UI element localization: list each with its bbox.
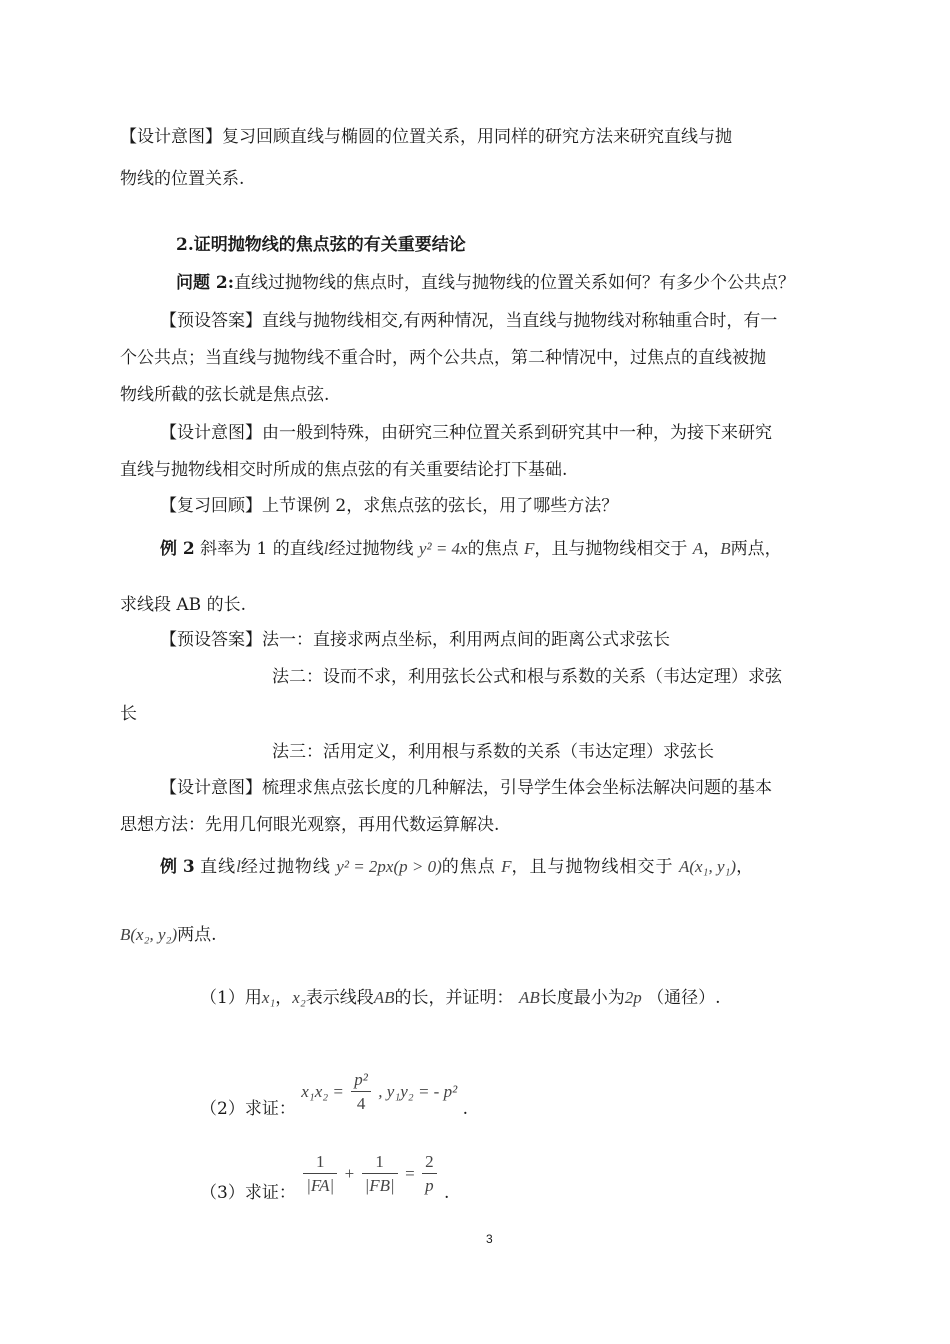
example-3-text-2: 经过抛物线 xyxy=(240,857,331,877)
example-2-text-3: 的焦点 xyxy=(467,539,519,559)
point-B-coordinates: B(x₂, y₂) xyxy=(120,925,178,944)
question-label: 问题 2: xyxy=(176,273,235,293)
question-2 xyxy=(176,271,795,295)
page-number: 3 xyxy=(486,1232,493,1246)
x2: x₂ xyxy=(292,988,306,1007)
example-2-comma: ， xyxy=(703,539,721,559)
design-intent-3-line-2: 思想方法：先用几何眼光观察，再用代数运算解决. xyxy=(120,815,500,835)
design-intent-3-line-1: 【设计意图】梳理求焦点弦长度的几种解法，引导学生体会坐标法解决问题的基本 xyxy=(160,778,772,798)
point-A-coordinates: A(x₁, y₁) xyxy=(678,857,737,876)
example-2-text-5: 两点， xyxy=(730,539,782,559)
example-3-line-2 xyxy=(120,923,217,947)
example-2-line-1 xyxy=(160,537,782,561)
sub-question-1-label: （1）用 xyxy=(200,988,262,1008)
product-x1x2: x₁x₂ = xyxy=(301,1082,344,1101)
sub-question-1-text-3: 长度最小为 xyxy=(539,988,625,1008)
fraction-p2-over-4 xyxy=(351,1069,371,1116)
sub-question-3-label: （3）求证： xyxy=(200,1183,296,1203)
focus-F: F xyxy=(524,539,535,558)
question-text: 直线过抛物线的焦点时，直线与抛物线的位置关系如何？有多少个公共点？ xyxy=(234,273,796,293)
example-2-line-2: 求线段 AB 的长. xyxy=(120,595,246,615)
plus-sign: + xyxy=(344,1164,355,1183)
sub-question-1-text-2: 的长，并证明： xyxy=(394,988,514,1008)
sub-question-1-text-1: 表示线段 xyxy=(305,988,374,1008)
fraction-numerator: 1 xyxy=(375,1151,384,1171)
segment-AB: AB xyxy=(373,988,395,1007)
example-3-line-1 xyxy=(160,855,753,879)
fraction-denominator: p xyxy=(422,1173,437,1198)
two-p: 2p xyxy=(624,988,642,1007)
point-A: A xyxy=(692,539,704,558)
segment-AB: AB xyxy=(518,988,540,1007)
example-2-text-4: ，且与抛物线相交于 xyxy=(534,539,688,559)
sub-question-1-comma: ， xyxy=(275,988,293,1008)
example-2-text-2: 经过抛物线 xyxy=(328,539,414,559)
section-heading: 2.证明抛物线的焦点弦的有关重要结论 xyxy=(176,235,466,255)
parabola-equation: y² = 4x xyxy=(418,539,468,558)
line-l: l xyxy=(236,857,241,876)
focus-F: F xyxy=(501,857,512,876)
preset-answer-1-line-3: 物线所截的弦长就是焦点弦. xyxy=(120,385,330,405)
sub-question-1 xyxy=(200,986,721,1010)
review-question: 【复习回顾】上节课例 2，求焦点弦的弦长，用了哪些方法？ xyxy=(160,496,619,516)
sub-question-2-end: . xyxy=(462,1099,468,1119)
example-3-comma: ， xyxy=(736,857,754,877)
sub-question-2 xyxy=(200,1050,468,1134)
sub-question-2-label: （2）求证： xyxy=(200,1099,296,1119)
example-2-label: 例 2 xyxy=(160,539,195,559)
example-3-text-5: 两点. xyxy=(177,925,217,945)
example-3-text-1: 直线 xyxy=(200,857,237,877)
fraction-1-over-FB xyxy=(362,1151,398,1198)
example-3-text-4: ，且与抛物线相交于 xyxy=(511,857,674,877)
parabola-equation: y² = 2px(p > 0) xyxy=(336,857,442,876)
design-intent-1-line-1: 【设计意图】复习回顾直线与椭圆的位置关系，用同样的研究方法来研究直线与抛 xyxy=(120,127,732,147)
fraction-numerator: p² xyxy=(354,1069,368,1089)
preset-answer-2-line-3: 长 xyxy=(120,704,137,724)
point-B: B xyxy=(720,539,731,558)
fraction-numerator: 1 xyxy=(315,1151,325,1171)
fraction-denominator: |FB| xyxy=(362,1173,398,1198)
fraction-denominator: |FA| xyxy=(303,1173,337,1198)
example-3-label: 例 3 xyxy=(160,857,195,877)
design-intent-1-line-2: 物线的位置关系. xyxy=(120,169,245,189)
fraction-numerator: 2 xyxy=(425,1151,434,1171)
preset-answer-2-line-1: 【预设答案】法一：直接求两点坐标，利用两点间的距离公式求弦长 xyxy=(160,630,670,650)
product-y1y2: , y₁y₂ = - p² xyxy=(378,1082,458,1101)
preset-answer-2-line-2: 法二：设而不求，利用弦长公式和根与系数的关系（韦达定理）求弦 xyxy=(272,667,782,687)
x1: x₁ xyxy=(261,988,276,1007)
fraction-1-over-FA xyxy=(303,1151,337,1198)
sub-question-3 xyxy=(200,1130,449,1218)
example-2-text-1: 斜率为 1 的直线 xyxy=(200,539,324,559)
design-intent-2-line-1: 【设计意图】由一般到特殊，由研究三种位置关系到研究其中一种，为接下来研究 xyxy=(160,423,772,443)
design-intent-2-line-2: 直线与抛物线相交时所成的焦点弦的有关重要结论打下基础. xyxy=(120,460,568,480)
example-3-text-3: 的焦点 xyxy=(441,857,496,877)
fraction-2-over-p xyxy=(422,1151,437,1198)
preset-answer-1-line-2: 个公共点；当直线与抛物线不重合时，两个公共点，第二种情况中，过焦点的直线被抛 xyxy=(120,348,766,368)
line-l: l xyxy=(323,539,329,558)
sub-question-1-text-4: （通径）. xyxy=(647,988,721,1008)
preset-answer-2-line-4: 法三：活用定义，利用根与系数的关系（韦达定理）求弦长 xyxy=(272,742,714,762)
sub-question-3-end: . xyxy=(444,1183,450,1203)
preset-answer-1-line-1: 【预设答案】直线与抛物线相交,有两种情况，当直线与抛物线对称轴重合时，有一 xyxy=(160,311,778,331)
fraction-denominator: 4 xyxy=(351,1091,371,1116)
equals-sign: = xyxy=(405,1164,415,1183)
